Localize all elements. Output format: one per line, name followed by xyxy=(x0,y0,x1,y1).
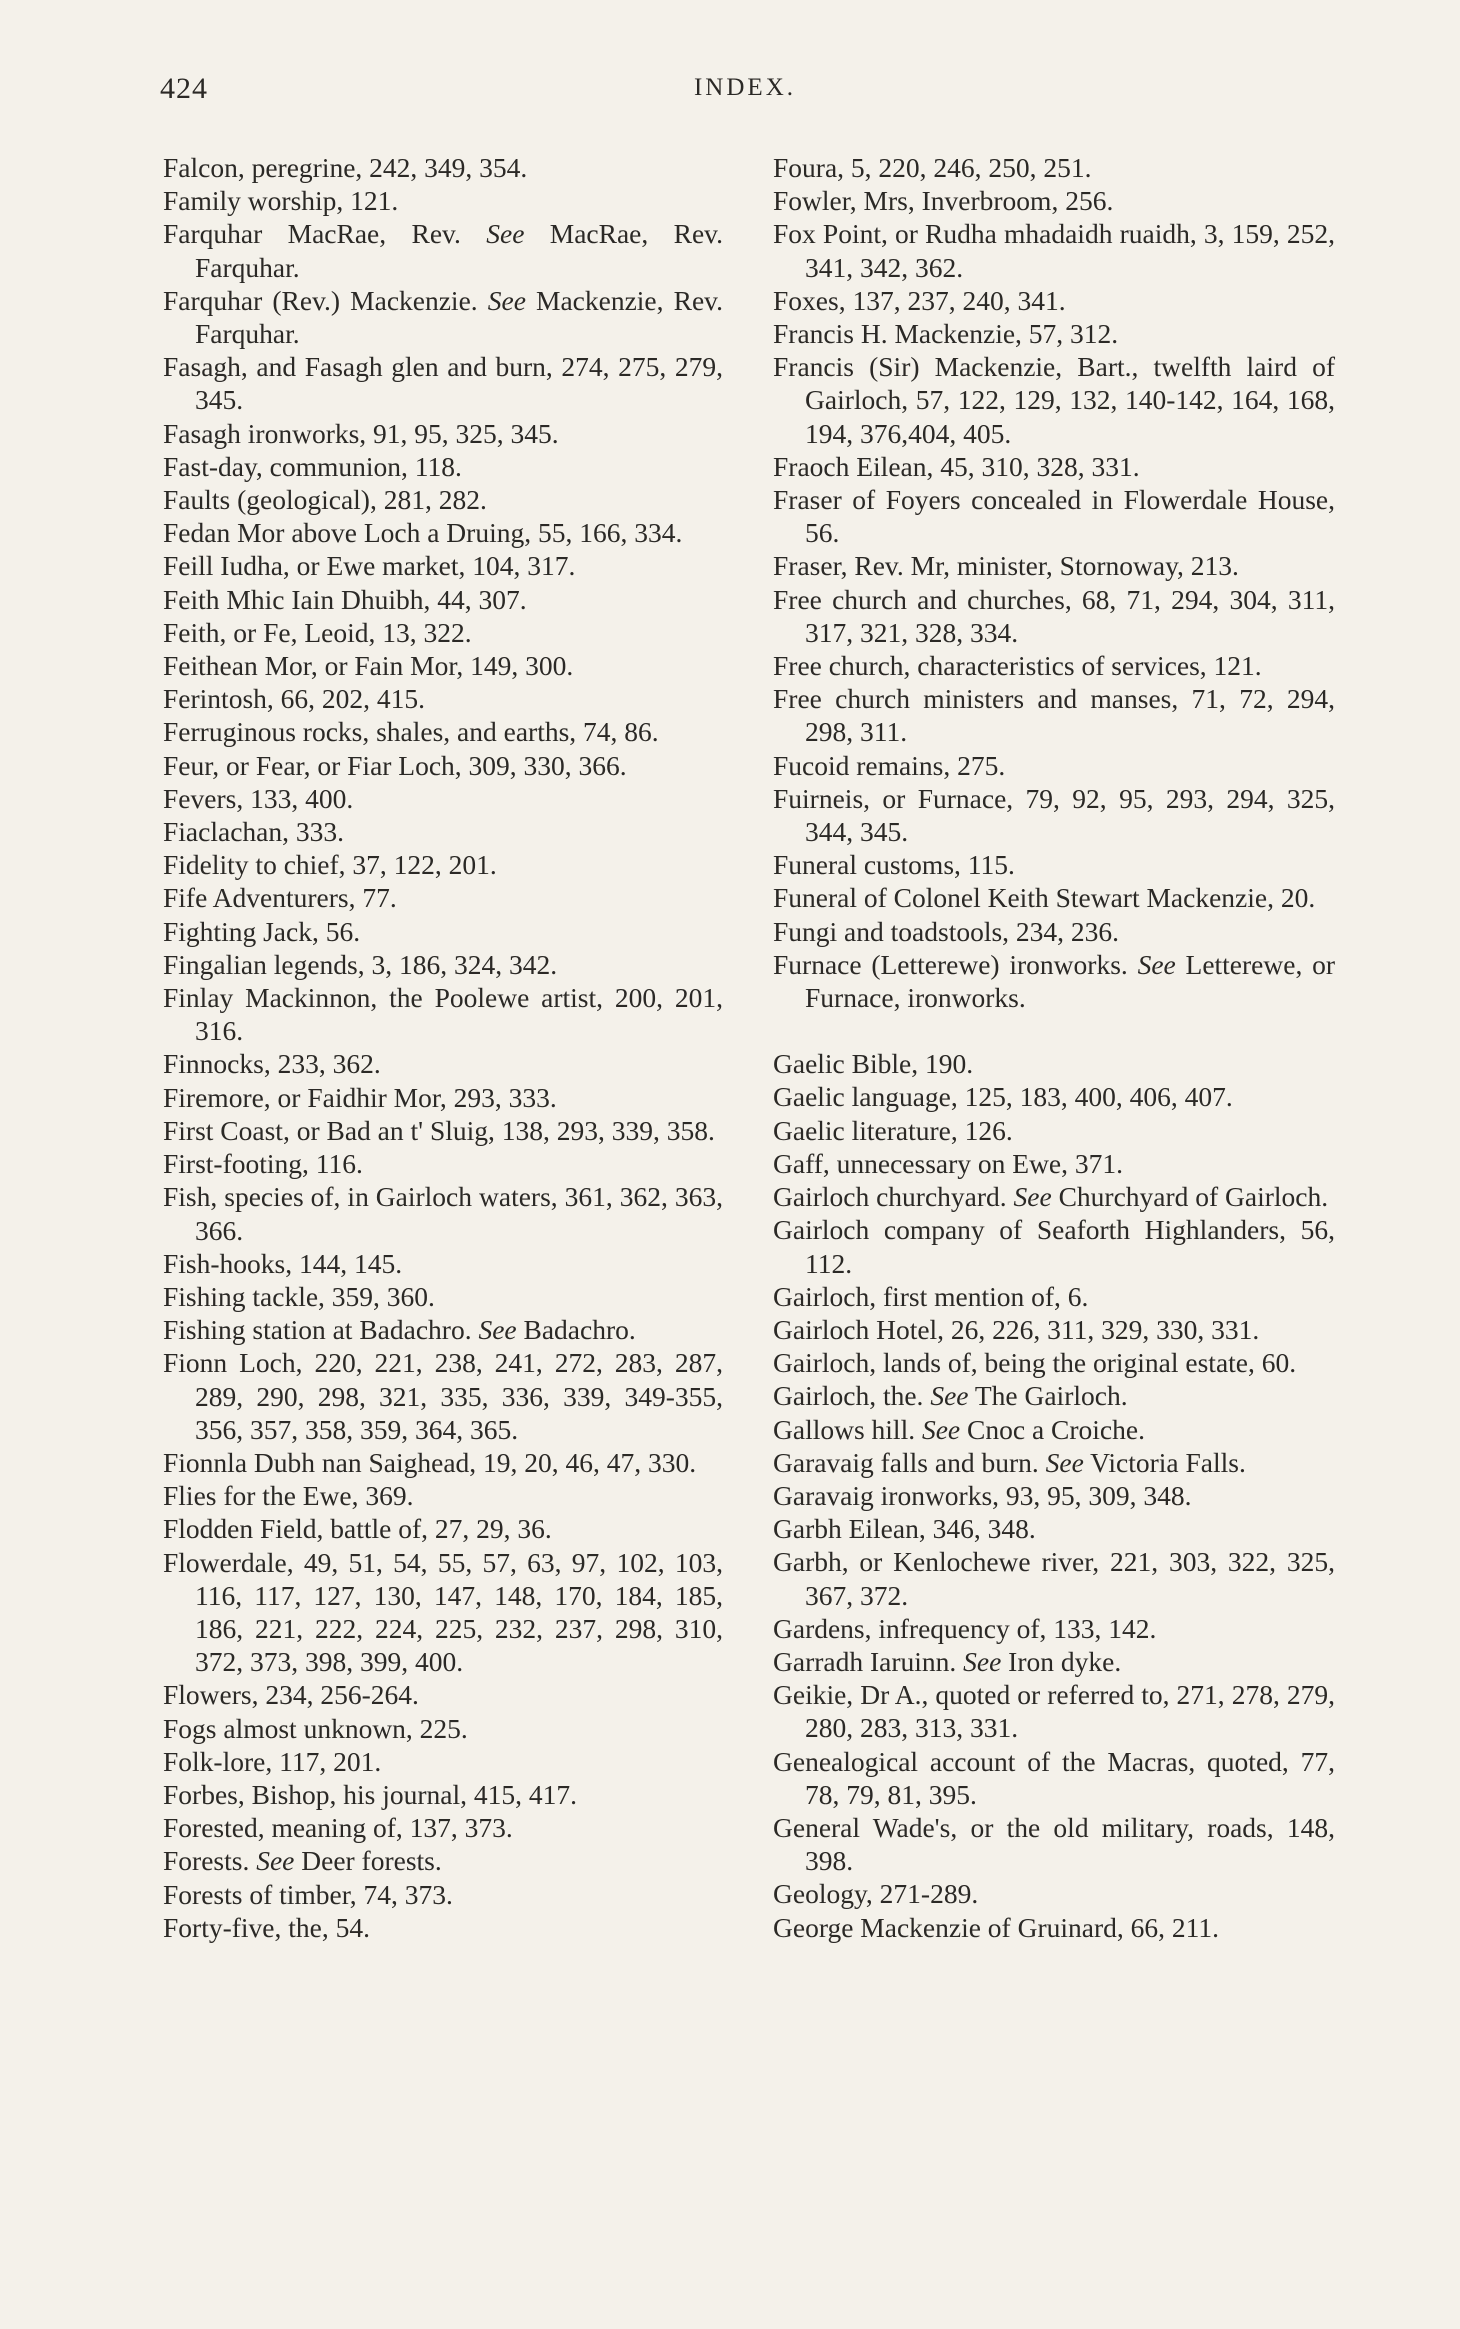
index-entry: Funeral customs, 115. xyxy=(773,849,1015,881)
index-entry: Fishing tackle, 359, 360. xyxy=(163,1280,435,1312)
index-entry: Feithean Mor, or Fain Mor, 149, 300. xyxy=(163,650,574,682)
index-entry: Fishing station at Badachro. See Badachro. xyxy=(163,1314,636,1346)
index-entry: First Coast, or Bad an t' Sluig, 138, 293, 339, 358. xyxy=(163,1114,715,1146)
index-entry: Fowler, Mrs, Inverbroom, 256. xyxy=(773,185,1114,217)
index-entry: Falcon, peregrine, 242, 349, 354. xyxy=(163,152,528,183)
index-entry: Fraser, Rev. Mr, minister, Stornoway, 213. xyxy=(773,550,1239,582)
index-entry: Fast-day, communion, 118. xyxy=(163,450,462,482)
index-entry: Free church and churches, 68, 71, 294, 304, 311, 317, 321, 328, 334. xyxy=(773,583,1335,648)
index-entry: Geology, 271-289. xyxy=(773,1878,979,1910)
index-entry: Farquhar (Rev.) Mackenzie. See Mackenzie, Rev. Farquhar. xyxy=(163,284,723,350)
index-entry: Gairloch Hotel, 26, 226, 311, 329, 330, 331. xyxy=(773,1313,1260,1345)
index-entry: Fucoid remains, 275. xyxy=(773,749,1006,781)
page-number: 424 xyxy=(160,72,208,105)
index-entry: Garavaig ironworks, 93, 95, 309, 348. xyxy=(773,1479,1192,1511)
index-entry: Fuirneis, or Furnace, 79, 92, 95, 293, 294, 325, 344, 345. xyxy=(773,782,1335,848)
index-entry: Funeral of Colonel Keith Stewart Mackenzie, 20. xyxy=(773,882,1316,914)
index-entry: Gairloch, first mention of, 6. xyxy=(773,1280,1089,1312)
index-entry: Forbes, Bishop, his journal, 415, 417. xyxy=(163,1778,578,1810)
index-entry: Garbh, or Kenlochewe river, 221, 303, 322, 325, 367, 372. xyxy=(773,1546,1335,1611)
index-entry: Fidelity to chief, 37, 122, 201. xyxy=(163,849,497,881)
index-entry: Garradh Iaruinn. See Iron dyke. xyxy=(773,1645,1122,1677)
index-column-right xyxy=(773,151,1335,1944)
index-entry: General Wade's, or the old military, roads, 148, 398. xyxy=(773,1811,1335,1877)
index-entry: Foura, 5, 220, 246, 250, 251. xyxy=(773,152,1092,183)
index-entry: Fedan Mor above Loch a Druing, 55, 166, 334. xyxy=(163,517,683,549)
index-entry: First-footing, 116. xyxy=(163,1148,363,1180)
index-entry: Fogs almost unknown, 225. xyxy=(163,1712,468,1744)
index-entry: Fungi and toadstools, 234, 236. xyxy=(773,915,1120,947)
index-section-g xyxy=(773,1047,1335,1943)
index-entry: Gairloch churchyard. See Churchyard of Gairloch. xyxy=(773,1181,1329,1213)
index-entry: Gaelic language, 125, 183, 400, 406, 407. xyxy=(773,1081,1233,1113)
index-entry: Fish, species of, in Gairloch waters, 361, 362, 363, 366. xyxy=(163,1181,723,1246)
index-entry: Ferruginous rocks, shales, and earths, 74, 86. xyxy=(163,716,659,748)
index-entry: Flowers, 234, 256-264. xyxy=(163,1679,419,1711)
running-head: INDEX. xyxy=(693,74,796,101)
index-entry: Firemore, or Faidhir Mor, 293, 333. xyxy=(163,1081,557,1113)
index-entry: Flies for the Ewe, 369. xyxy=(163,1480,414,1512)
page-header xyxy=(160,72,1330,112)
index-entry: Garavaig falls and burn. See Victoria Falls. xyxy=(773,1446,1246,1478)
index-entry: Furnace (Letterewe) ironworks. See Letterewe, or Furnace, ironworks. xyxy=(773,948,1336,1014)
index-entry: Fionn Loch, 220, 221, 238, 241, 272, 283, 287, 289, 290, 298, 321, 335, 336, 339, 349-355, 356, 357, 358, 359, 364, 365. xyxy=(163,1347,723,1445)
index-entry: Feur, or Fear, or Fiar Loch, 309, 330, 366. xyxy=(163,749,627,781)
index-entry: Fife Adventurers, 77. xyxy=(163,882,397,914)
index-entry: Fighting Jack, 56. xyxy=(163,915,361,947)
index-entry: Fasagh, and Fasagh glen and burn, 274, 275, 279, 345. xyxy=(163,351,723,416)
index-entry: Flodden Field, battle of, 27, 29, 36. xyxy=(163,1513,552,1545)
index-section-f xyxy=(773,151,1335,1014)
index-entry: Fraser of Foyers concealed in Flowerdale House, 56. xyxy=(773,484,1335,549)
index-entry: Fionnla Dubh nan Saighead, 19, 20, 46, 47, 330. xyxy=(163,1446,697,1478)
index-entry: Fish-hooks, 144, 145. xyxy=(163,1247,403,1279)
index-entry: Free church, characteristics of services, 121. xyxy=(773,650,1262,682)
index-entry: Gairloch company of Seaforth Highlanders, 56, 112. xyxy=(773,1214,1335,1279)
index-entry: Francis (Sir) Mackenzie, Bart., twelfth laird of Gairloch, 57, 122, 129, 132, 140-142, 164, 168, 194, 376,404, 405. xyxy=(773,351,1335,449)
index-entry: Francis H. Mackenzie, 57, 312. xyxy=(773,318,1119,350)
section-gap xyxy=(773,1014,1335,1047)
index-entry: Faults (geological), 281, 282. xyxy=(163,484,487,516)
index-entry: Feith Mhic Iain Dhuibh, 44, 307. xyxy=(163,583,527,615)
index-entry: George Mackenzie of Gruinard, 66, 211. xyxy=(773,1911,1219,1943)
index-entry: Forests of timber, 74, 373. xyxy=(163,1878,453,1910)
index-entry: Family worship, 121. xyxy=(163,185,399,217)
index-entry: Finlay Mackinnon, the Poolewe artist, 200, 201, 316. xyxy=(163,982,723,1047)
index-entry: Forests. See Deer forests. xyxy=(163,1845,442,1877)
index-entry: Feill Iudha, or Ewe market, 104, 317. xyxy=(163,550,576,582)
index-entry: Foxes, 137, 237, 240, 341. xyxy=(773,284,1066,316)
index-entry: Genealogical account of the Macras, quoted, 77, 78, 79, 81, 395. xyxy=(773,1745,1335,1810)
index-entry: Feith, or Fe, Leoid, 13, 322. xyxy=(163,616,472,648)
index-entry: Farquhar MacRae, Rev. See MacRae, Rev. Farquhar. xyxy=(163,218,723,283)
index-column-left xyxy=(163,151,723,1944)
index-entry: Fasagh ironworks, 91, 95, 325, 345. xyxy=(163,417,559,449)
index-entry: Fingalian legends, 3, 186, 324, 342. xyxy=(163,948,558,980)
index-entry: Folk-lore, 117, 201. xyxy=(163,1745,382,1777)
index-entry: Forty-five, the, 54. xyxy=(163,1911,370,1943)
index-entry: Fox Point, or Rudha mhadaidh ruaidh, 3, 159, 252, 341, 342, 362. xyxy=(773,218,1335,283)
index-entry: Ferintosh, 66, 202, 415. xyxy=(163,683,426,715)
index-entry: Flowerdale, 49, 51, 54, 55, 57, 63, 97, 102, 103, 116, 117, 127, 130, 147, 148, 170, 184, 185, 186, 221, 222, 224, 225, 232, 237, 298, 310, 372, 373, 398, 399, 400. xyxy=(163,1546,723,1678)
index-entry: Gaelic Bible, 190. xyxy=(773,1048,974,1080)
index-entry: Gaff, unnecessary on Ewe, 371. xyxy=(773,1147,1124,1179)
index-entry: Fevers, 133, 400. xyxy=(163,782,354,814)
index-entry: Gairloch, the. See The Gairloch. xyxy=(773,1380,1128,1412)
index-entry: Fraoch Eilean, 45, 310, 328, 331. xyxy=(773,450,1140,482)
index-entry: Geikie, Dr A., quoted or referred to, 271, 278, 279, 280, 283, 313, 331. xyxy=(773,1679,1335,1744)
index-entry: Free church ministers and manses, 71, 72, 294, 298, 311. xyxy=(773,683,1335,748)
index-entry: Gallows hill. See Cnoc a Croiche. xyxy=(773,1413,1145,1445)
index-entry: Garbh Eilean, 346, 348. xyxy=(773,1513,1036,1545)
index-entry: Gardens, infrequency of, 133, 142. xyxy=(773,1612,1157,1644)
index-entry: Gaelic literature, 126. xyxy=(773,1114,1013,1146)
index-entry: Finnocks, 233, 362. xyxy=(163,1048,381,1080)
index-entry: Gairloch, lands of, being the original estate, 60. xyxy=(773,1347,1297,1379)
index-entry: Fiaclachan, 333. xyxy=(163,816,344,848)
index-entry: Forested, meaning of, 137, 373. xyxy=(163,1812,513,1844)
